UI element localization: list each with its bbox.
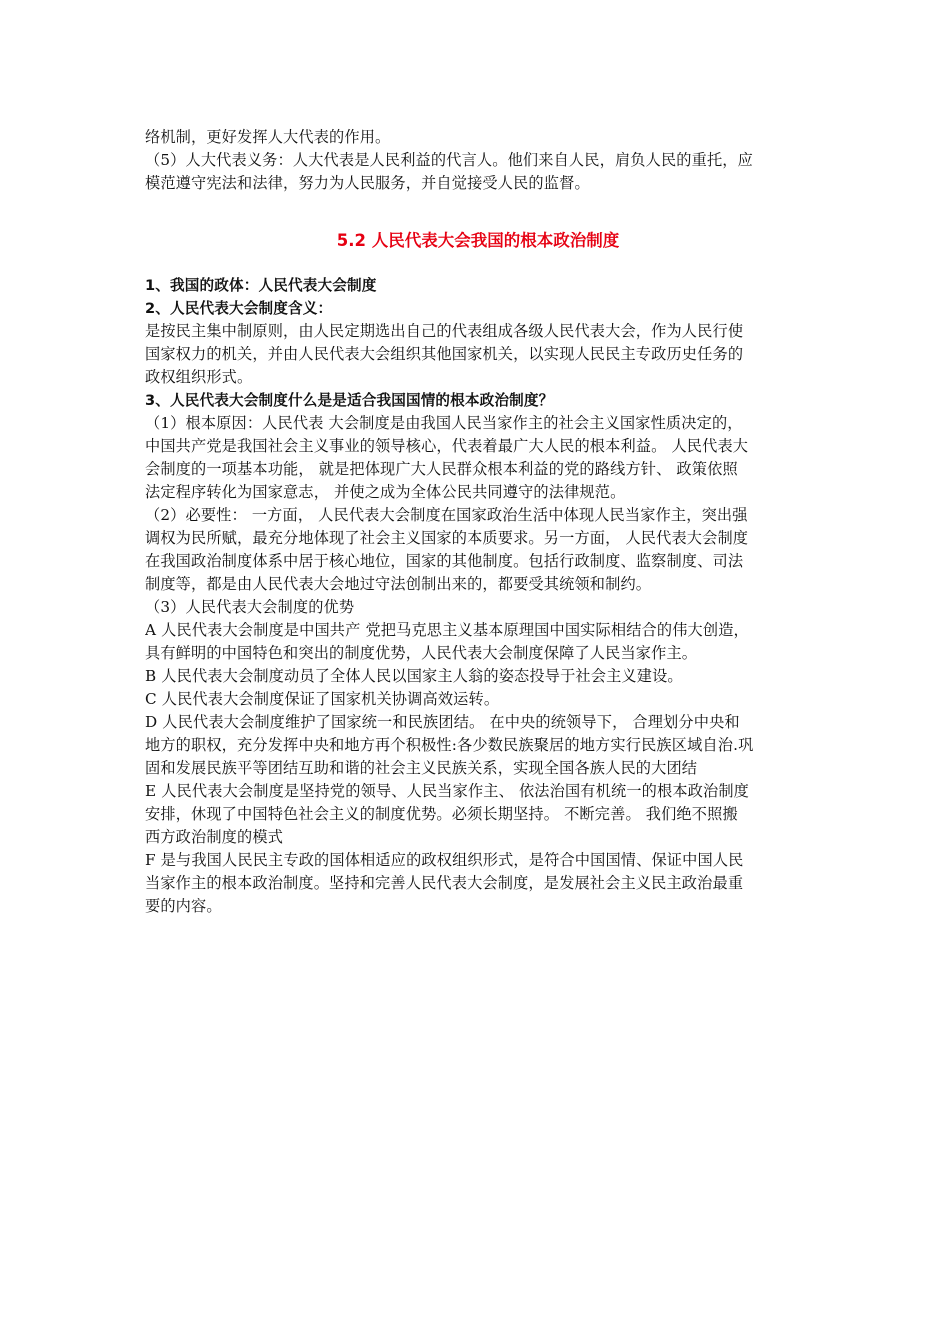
text-line: （3）人民代表大会制度的优势 xyxy=(145,598,355,616)
text-line: 是按民主集中制原则，由人民定期选出自己的代表组成各级人民代表大会，作为人民行使 xyxy=(145,322,744,340)
text-line: 络机制，更好发挥人大代表的作用。 xyxy=(145,128,391,146)
text-line: 调权为民所赋，最充分地体现了社会主义国家的本质要求。另一方面， 人民代表大会制度 xyxy=(145,529,749,547)
text-line: 安排，休现了中国特色社会主义的制度优势。必须长期坚持。 不断完善。 我们绝不照搬 xyxy=(145,805,738,823)
text-line: E 人民代表大会制度是坚持党的领导、人民当家作主、 依法治国有机统一的根本政治制度 xyxy=(145,782,750,800)
document-content xyxy=(145,126,811,918)
text-line: 国家权力的机关，并由人民代表大会组织其他国家机关，以实现人民民主专政历史任务的 xyxy=(145,345,744,363)
text-line: 西方政治制度的模式 xyxy=(145,828,284,846)
text-line: 法定程序转化为国家意志， 并使之成为全体公民共同遵守的法律规范。 xyxy=(145,483,626,501)
text-line: 政权组织形式。 xyxy=(145,368,253,386)
text-line: 当家作主的根本政治制度。坚持和完善人民代表大会制度，是发展社会主义民主政治最重 xyxy=(145,874,744,892)
text-line: 会制度的一项基本功能， 就是把体现广大人民群众根本利益的党的路线方针、 政策依照 xyxy=(145,460,738,478)
subheading-line: 3、人民代表大会制度什么是是适合我国国情的根本政治制度？ xyxy=(145,392,554,409)
section-heading: 5.2 人民代表大会我国的根本政治制度 xyxy=(336,231,620,250)
text-line: （2）必要性： 一方面， 人民代表大会制度在国家政治生活中体现人民当家作主，突出强 xyxy=(145,506,748,524)
text-line: 制度等，都是由人民代表大会地过守法创制出来的，都要受其统领和制约。 xyxy=(145,575,652,593)
text-line: 在我国政治制度体系中居于核心地位，国家的其他制度。包括行政制度、监察制度、司法 xyxy=(145,552,744,570)
body-section xyxy=(145,274,811,918)
subheading-line: 2、人民代表大会制度含义： xyxy=(145,300,333,317)
text-line: A 人民代表大会制度是中国共产 党把马克思主义基本原理国中国实际相结合的伟大创造， xyxy=(145,621,749,639)
text-line: 要的内容。 xyxy=(145,897,222,915)
text-line: B 人民代表大会制度动员了全体人民以国家主人翁的姿态投导于社会主义建设。 xyxy=(145,667,683,685)
text-line: F 是与我国人民民主专政的国体相适应的政权组织形式，是符合中国国情、保证中国人民 xyxy=(145,851,744,869)
text-line: 固和发展民族平等团结互助和谐的社会主义民族关系，实现全国各族人民的大团结 xyxy=(145,759,698,777)
intro-section xyxy=(145,126,811,195)
text-line: D 人民代表大会制度维护了国家统一和民族团结。 在中央的统领导下， 合理划分中央和 xyxy=(145,713,740,731)
text-line: C 人民代表大会制度保证了国家机关协调高效运转。 xyxy=(145,690,500,708)
text-line: （5）人大代表义务：人大代表是人民利益的代言人。他们来自人民，肩负人民的重托，应 xyxy=(145,151,753,169)
text-line: （1）根本原因：人民代表 大会制度是由我国人民当家作主的社会主义国家性质决定的， xyxy=(145,414,743,432)
subheading-line: 1、我国的政体：人民代表大会制度 xyxy=(145,277,377,294)
text-line: 中国共产党是我国社会主义事业的领导核心，代表着最广大人民的根本利益。 人民代表大 xyxy=(145,437,749,455)
text-line: 具有鲜明的中国特色和突出的制度优势，人民代表大会制度保障了人民当家作主。 xyxy=(145,644,698,662)
text-line: 地方的职权，充分发挥中央和地方再个积极性:各少数民族聚居的地方实行民族区域自治.巩 xyxy=(145,736,754,754)
text-line: 模范遵守宪法和法律，努力为人民服务，并自觉接受人民的监督。 xyxy=(145,174,590,192)
